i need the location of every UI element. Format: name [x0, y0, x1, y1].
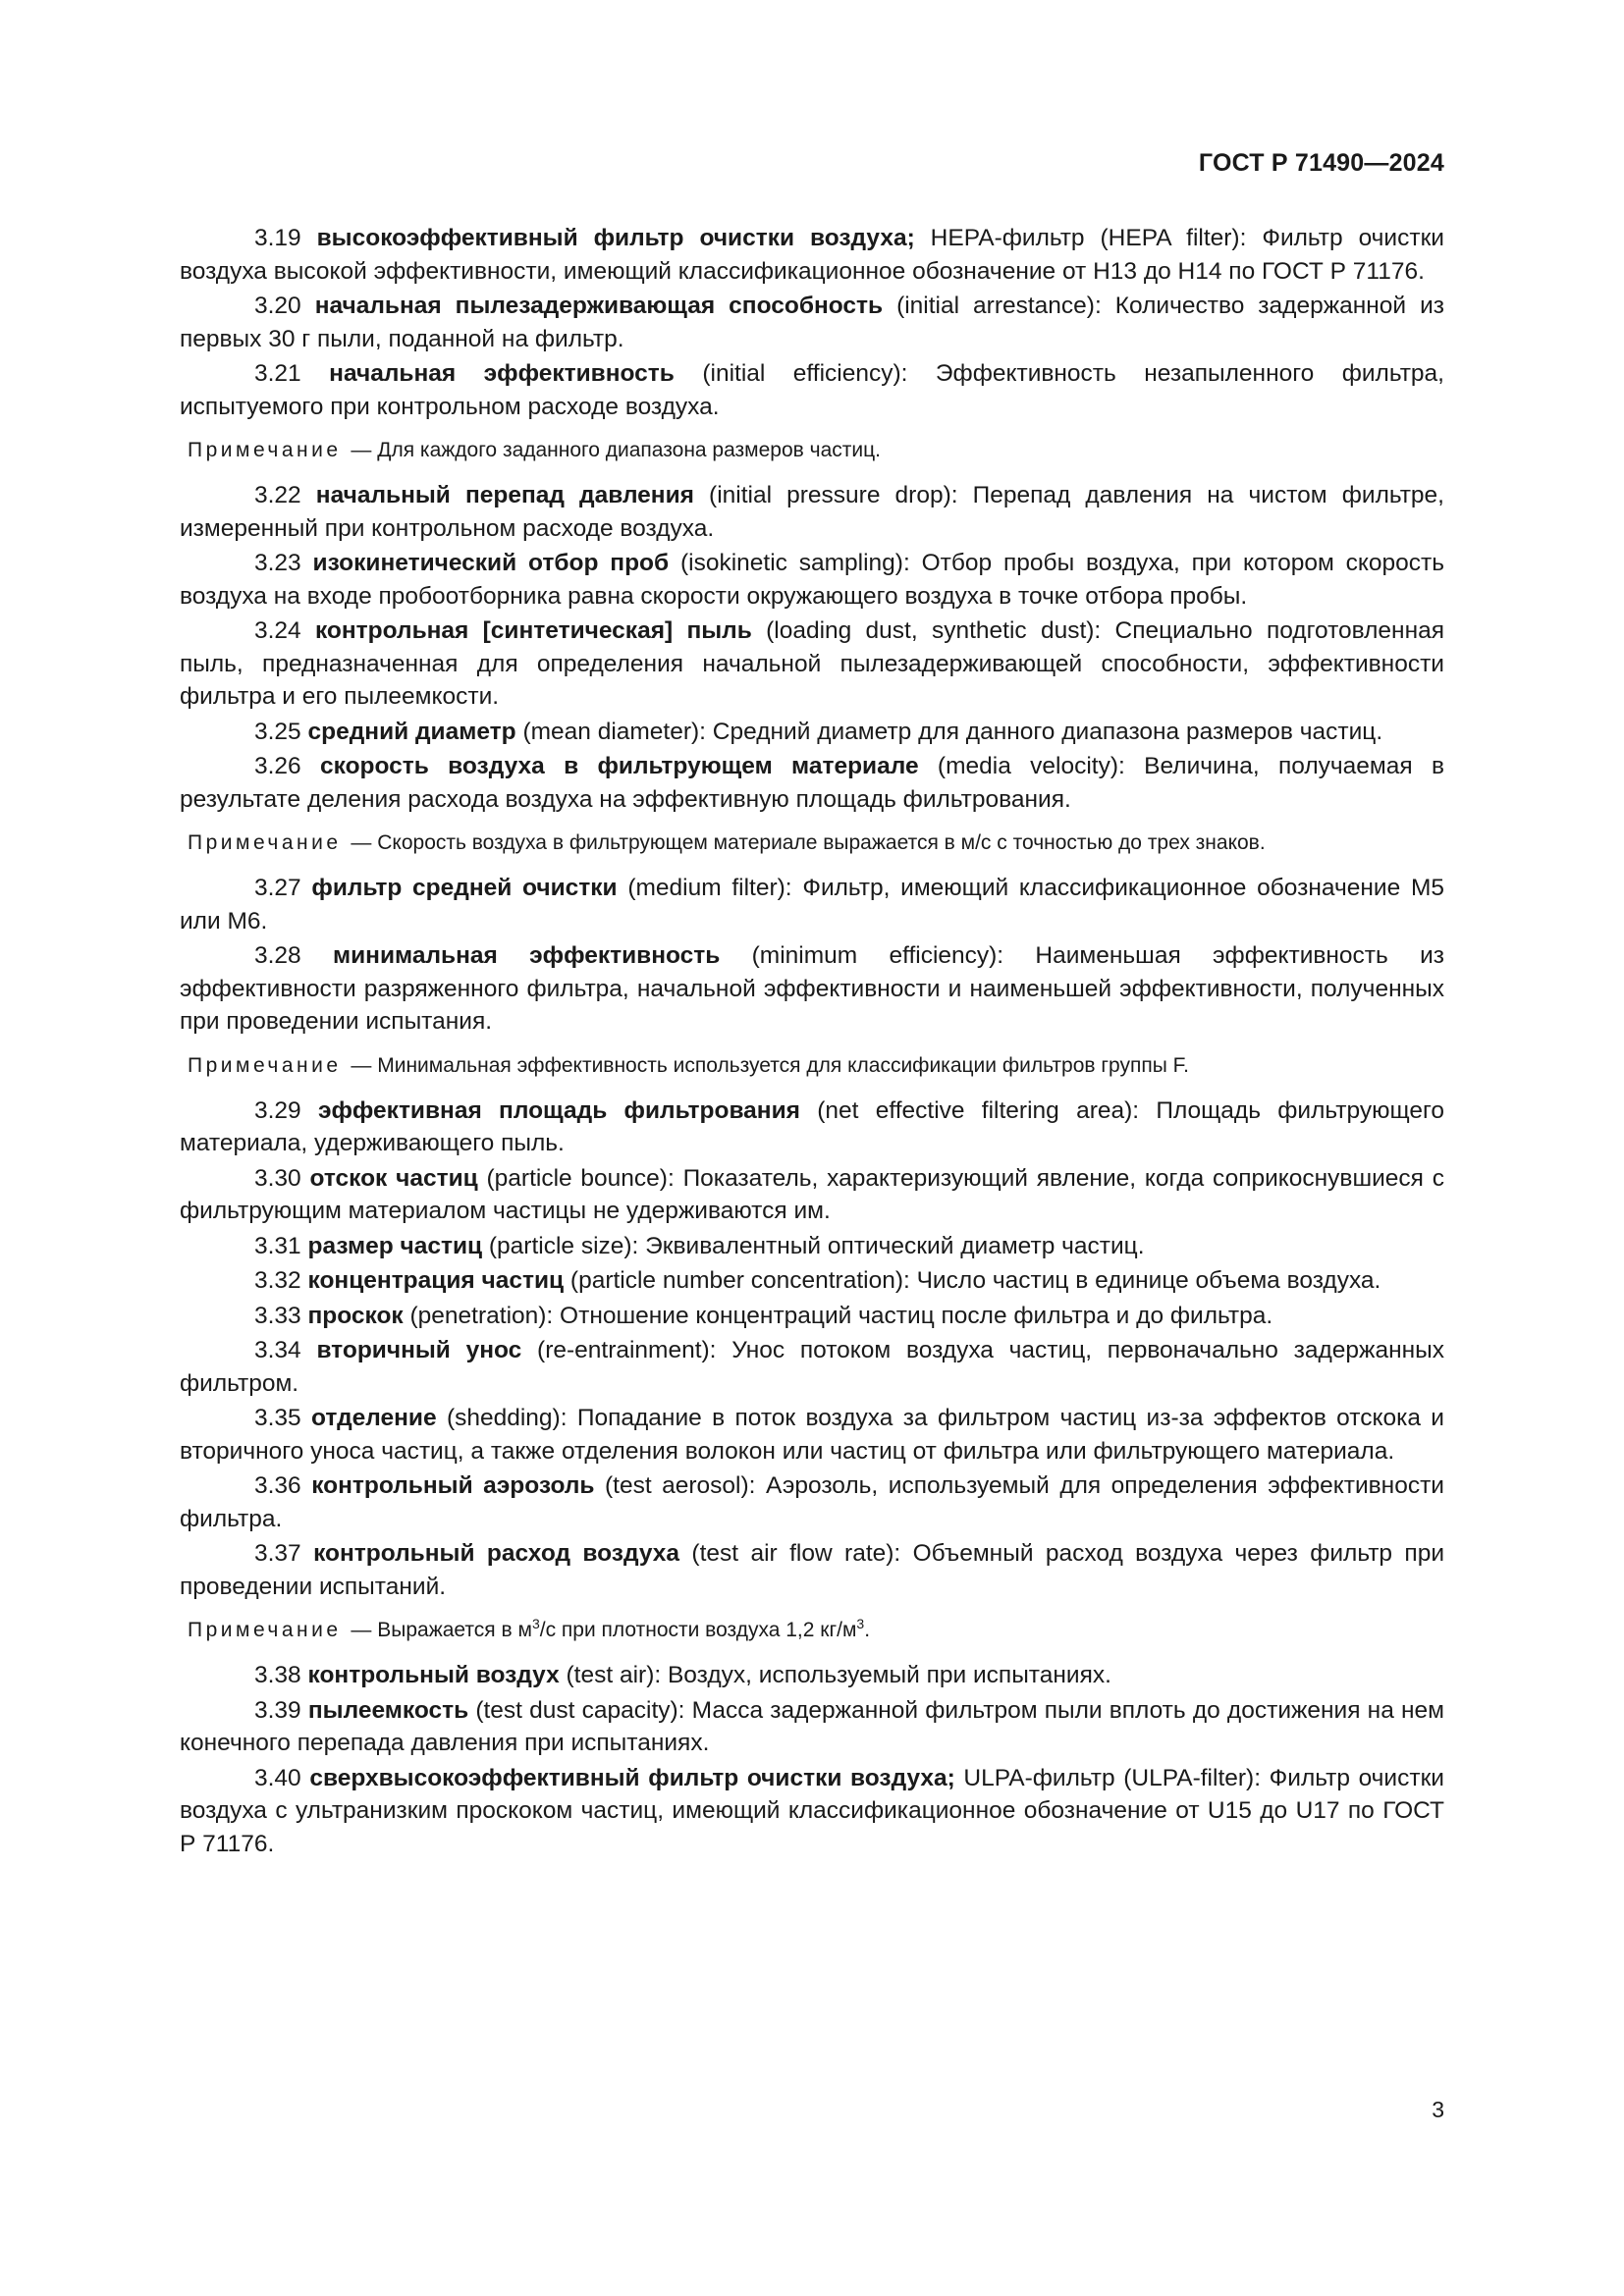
- entry-definition: (loading dust, synthetic dust): Специально подготовленная пыль, предназначенная для определения начальной пылезадерживающей способности, эффективности фильтра и его пылеемкости.: [180, 617, 1444, 710]
- entry-definition: (initial efficiency): Эффективность незапыленного фильтра, испытуемого при контрольном расходе воздуха.: [180, 360, 1444, 420]
- entry-definition: (test dust capacity): Масса задержанной фильтром пыли вплоть до достижения на нем конечного перепада давления при испытаниях.: [180, 1696, 1445, 1756]
- entry-term: начальный перепад давления: [315, 482, 694, 508]
- note-text-part: /с при плотности воздуха 1,2 кг/м: [539, 1619, 857, 1641]
- note-3-21: [180, 435, 1444, 465]
- term-entry-3-24: [180, 614, 1444, 714]
- entry-definition: (initial pressure drop): Перепад давления на чистом фильтре, измеренный при контрольном расходе воздуха.: [180, 482, 1444, 542]
- entry-definition: (test aerosol): Аэрозоль, используемый для определения эффективности фильтра.: [180, 1472, 1444, 1532]
- term-entry-3-20: [180, 290, 1444, 355]
- entry-definition: (shedding): Попадание в поток воздуха за фильтром частиц из-за эффектов отскока и вторичного уноса частиц, а также отделения волокон или частиц от фильтра или фильтрующего материала.: [180, 1405, 1444, 1465]
- entry-number: 3.33: [254, 1302, 301, 1329]
- entry-definition: HEPA-фильтр (HEPA filter): Фильтр очистки воздуха высокой эффективности, имеющий классификационное обозначение от Н13 до Н14 по ГОСТ Р 71176.: [180, 225, 1444, 285]
- entry-term: контрольный расход воздуха: [313, 1540, 680, 1567]
- term-entry-3-33: [180, 1300, 1444, 1333]
- entry-number: 3.24: [254, 617, 301, 644]
- entry-definition: ULPA-фильтр (ULPA-filter): Фильтр очистки воздуха с ультранизким проскоком частиц, имеющий классификационное обозначение от U15 до U17 по ГОСТ Р 71176.: [180, 1764, 1444, 1857]
- term-entry-3-27: [180, 872, 1444, 937]
- term-entry-3-26: [180, 750, 1444, 816]
- entry-term: изокинетический отбор проб: [312, 550, 670, 576]
- term-entry-3-38: [180, 1659, 1444, 1692]
- entry-number: 3.35: [254, 1405, 301, 1431]
- entry-definition: (medium filter): Фильтр, имеющий классификационное обозначение М5 или М6.: [180, 875, 1444, 934]
- entry-number: 3.36: [254, 1472, 301, 1499]
- note-text-part: .: [864, 1619, 871, 1641]
- entry-number: 3.37: [254, 1540, 301, 1567]
- entry-definition: (particle size): Эквивалентный оптический диаметр частиц.: [482, 1232, 1145, 1259]
- entry-term: проскок: [307, 1302, 404, 1329]
- term-entry-3-35: [180, 1402, 1444, 1468]
- document-header: ГОСТ Р 71490—2024: [1198, 149, 1444, 177]
- entry-number: 3.25: [254, 718, 301, 745]
- term-entry-3-21: [180, 357, 1444, 423]
- superscript: 3: [856, 1616, 865, 1631]
- term-entry-3-19: [180, 222, 1444, 288]
- page-number: 3: [1432, 2097, 1444, 2122]
- entry-term: скорость воздуха в фильтрующем материале: [320, 753, 919, 779]
- entry-term: начальная пылезадерживающая способность: [314, 293, 884, 319]
- superscript: 3: [531, 1616, 540, 1631]
- entry-number: 3.26: [254, 753, 301, 779]
- entry-term: контрольный аэрозоль: [311, 1472, 595, 1499]
- entry-definition: (initial arrestance): Количество задержанной из первых 30 г пыли, поданной на фильтр.: [180, 293, 1445, 352]
- term-entry-3-39: [180, 1694, 1444, 1760]
- note-label: Примечание: [188, 831, 342, 854]
- entry-number: 3.20: [254, 293, 301, 319]
- entry-number: 3.29: [254, 1096, 301, 1124]
- entry-term: концентрация частиц: [307, 1267, 565, 1294]
- term-entry-3-36: [180, 1469, 1444, 1535]
- term-entry-3-30: [180, 1162, 1444, 1228]
- entry-definition: (re-entrainment): Унос потоком воздуха частиц, первоначально задержанных фильтром.: [180, 1337, 1444, 1397]
- entry-term: средний диаметр: [307, 718, 516, 745]
- note-label: Примечание: [188, 1619, 342, 1641]
- entry-term: фильтр средней очистки: [311, 875, 618, 901]
- entry-term: отделение: [311, 1405, 437, 1431]
- document-body: [180, 222, 1444, 1862]
- entry-number: 3.28: [254, 942, 301, 969]
- note-3-37: [180, 1615, 1444, 1645]
- term-entry-3-29: [180, 1095, 1444, 1160]
- entry-term: контрольная [синтетическая] пыль: [314, 617, 752, 644]
- term-entry-3-37: [180, 1537, 1444, 1603]
- entry-number: 3.21: [254, 360, 301, 387]
- entry-number: 3.30: [254, 1164, 301, 1192]
- term-entry-3-32: [180, 1264, 1444, 1298]
- entry-term: размер частиц: [307, 1232, 483, 1259]
- note-text: — Минимальная эффективность используется для классификации фильтров группы F.: [351, 1053, 1189, 1077]
- term-entry-3-34: [180, 1334, 1444, 1400]
- entry-number: 3.22: [254, 482, 301, 508]
- entry-number: 3.19: [254, 225, 301, 251]
- entry-definition: (net effective filtering area): Площадь фильтрующего материала, удерживающего пыль.: [180, 1096, 1444, 1156]
- note-label: Примечание: [188, 1053, 342, 1077]
- note-3-28: [180, 1050, 1444, 1081]
- entry-definition: (test air): Воздух, используемый при испытаниях.: [559, 1662, 1111, 1688]
- entry-definition: (minimum efficiency): Наименьшая эффективность из эффективности разряженного фильтра, начальной эффективности и наименьшей эффективности, полученных при проведении испытания.: [180, 942, 1445, 1035]
- entry-term: эффективная площадь фильтрования: [317, 1096, 800, 1124]
- entry-number: 3.38: [254, 1662, 301, 1688]
- term-entry-3-40: [180, 1762, 1444, 1861]
- term-entry-3-22: [180, 479, 1444, 545]
- note-3-26: [180, 828, 1444, 858]
- note-text: — Для каждого заданного диапазона размеров частиц.: [351, 439, 881, 461]
- entry-term: сверхвысокоэффективный фильтр очистки воздуха;: [309, 1764, 955, 1791]
- entry-number: 3.31: [254, 1232, 301, 1259]
- note-label: Примечание: [188, 439, 342, 461]
- term-entry-3-28: [180, 939, 1444, 1039]
- term-entry-3-31: [180, 1230, 1444, 1263]
- entry-term: начальная эффективность: [329, 360, 675, 387]
- entry-definition: (penetration): Отношение концентраций частиц после фильтра и до фильтра.: [403, 1302, 1273, 1329]
- entry-number: 3.40: [254, 1764, 301, 1791]
- term-entry-3-23: [180, 547, 1444, 613]
- entry-term: контрольный воздух: [307, 1662, 560, 1688]
- entry-definition: (particle bounce): Показатель, характеризующий явление, когда соприкоснувшиеся с фильтрующим материалом частицы не удерживаются им.: [180, 1164, 1444, 1224]
- entry-definition: (isokinetic sampling): Отбор пробы воздуха, при котором скорость воздуха на входе пробоотборника равна скорости окружающего воздуха в точке отбора пробы.: [180, 550, 1444, 610]
- entry-number: 3.34: [254, 1337, 301, 1363]
- entry-term: вторичный унос: [316, 1337, 522, 1363]
- entry-number: 3.27: [254, 875, 301, 901]
- entry-definition: (mean diameter): Средний диаметр для данного диапазона размеров частиц.: [515, 718, 1383, 745]
- entry-term: пылеемкость: [307, 1696, 469, 1724]
- entry-definition: (test air flow rate): Объемный расход воздуха через фильтр при проведении испытаний.: [180, 1540, 1445, 1600]
- entry-term: минимальная эффективность: [333, 942, 721, 969]
- entry-number: 3.39: [254, 1696, 301, 1724]
- entry-number: 3.32: [254, 1267, 301, 1294]
- entry-term: высокоэффективный фильтр очистки воздуха;: [316, 225, 915, 251]
- entry-term: отскок частиц: [309, 1164, 478, 1192]
- entry-definition: (media velocity): Величина, получаемая в результате деления расхода воздуха на эффективную площадь фильтрования.: [180, 753, 1444, 813]
- entry-number: 3.23: [254, 550, 301, 576]
- term-entry-3-25: [180, 716, 1444, 749]
- note-text: — Скорость воздуха в фильтрующем материале выражается в м/с с точностью до трех знаков.: [351, 831, 1266, 854]
- note-text-part: — Выражается в м: [351, 1619, 532, 1641]
- entry-definition: (particle number concentration): Число частиц в единице объема воздуха.: [564, 1267, 1381, 1294]
